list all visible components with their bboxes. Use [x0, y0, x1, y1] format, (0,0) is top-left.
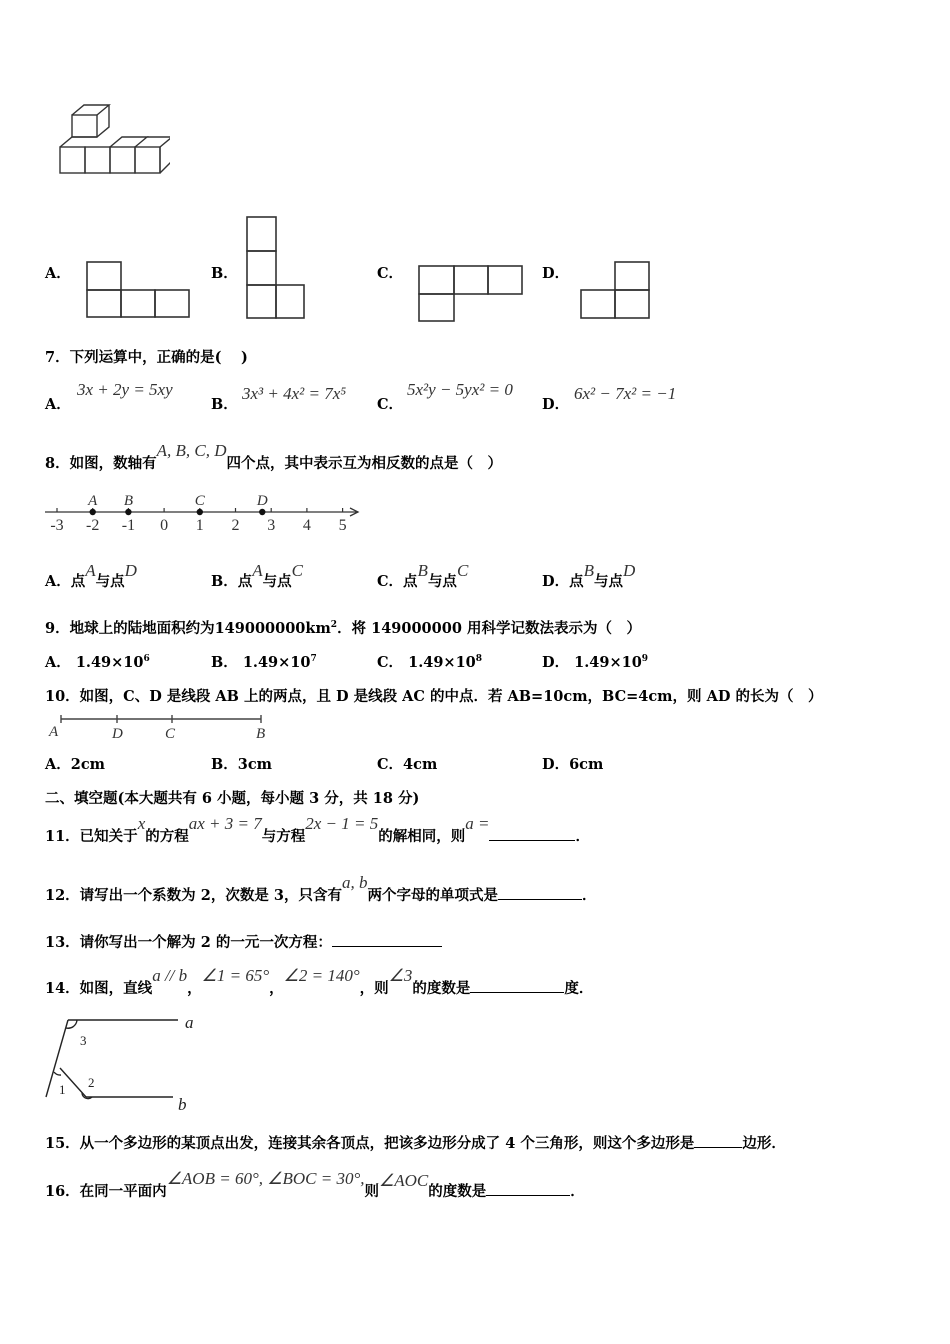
- q14-stem: [45, 966, 594, 998]
- q10-option-a: [45, 753, 105, 774]
- q6-option-d-letter[interactable]: D．: [542, 265, 570, 282]
- q7-option-c-expr: 5x²y − 5yx² = 0: [407, 380, 513, 399]
- q13-stem-text: 13．请你写出一个解为 2 的一元一次方程：: [45, 934, 332, 951]
- q12-stem: [45, 873, 597, 905]
- number-line-tick-label: 5: [338, 517, 347, 534]
- q12-end: ．: [581, 887, 597, 904]
- q10-label-b: B: [256, 726, 266, 742]
- q8-option-c-letter[interactable]: C．: [377, 573, 404, 590]
- q8-points: A, B, C, D: [156, 441, 227, 460]
- q9-option-c-exp: 8: [475, 654, 483, 665]
- q16-answer-blank[interactable]: [486, 1181, 570, 1196]
- q7-option-a-letter[interactable]: A．: [45, 396, 71, 413]
- q10-option-b-text: 3cm: [237, 756, 273, 773]
- number-line-point: [197, 509, 203, 515]
- q15-end: 边形．: [742, 1135, 786, 1152]
- q9-stem: [45, 617, 641, 638]
- q10-option-b: [211, 753, 272, 774]
- q9-option-a-base: 1.49×10: [75, 654, 144, 671]
- q8-option-d-mid: 与点: [593, 573, 623, 590]
- q8-option-a-p2: D: [124, 561, 137, 580]
- q15-stem-text: 15．从一个多边形的某顶点出发，连接其余各顶点，把该多边形分成了 4 个三角形，则这个多边形是: [45, 1135, 695, 1152]
- q9-option-a: [45, 651, 150, 672]
- q8-option-b-p1: A: [252, 561, 263, 580]
- q8-option-d-p1: B: [583, 561, 594, 580]
- q9-stem-b: ．将 149000000 用科学记数法表示为（ ）: [337, 620, 641, 637]
- q16-stem-c: 的度数是: [428, 1183, 487, 1200]
- view-figure-c: [417, 264, 525, 324]
- q8-option-d: [542, 561, 636, 591]
- q8-option-b-p2: C: [291, 561, 303, 580]
- number-line-point-label: C: [194, 493, 205, 509]
- number-line-tick-label: 3: [267, 517, 276, 534]
- q8-number-line: [40, 488, 370, 538]
- q14-sep1: ，: [187, 980, 202, 997]
- q7-option-b-expr: 3x³ + 4x² = 7x⁵: [242, 384, 347, 403]
- q9-area-sup: 2: [330, 620, 338, 631]
- q14-parallel-lines-figure: [40, 1010, 210, 1118]
- q11-eq2: 2x − 1 = 5: [305, 814, 379, 833]
- q9-option-a-letter[interactable]: A．: [45, 654, 71, 671]
- q13-stem: [45, 931, 442, 952]
- q10-option-b-letter[interactable]: B．: [211, 756, 238, 773]
- number-line-tick-label: 1: [195, 517, 204, 534]
- q7-stem: 7．下列运算中，正确的是( ): [45, 349, 248, 366]
- number-line-point: [90, 509, 96, 515]
- q9-option-b-base: 1.49×10: [242, 654, 311, 671]
- q14-label-3: 3: [80, 1033, 87, 1048]
- number-line-point-label: B: [123, 493, 133, 509]
- number-line-tick-label: 2: [231, 517, 240, 534]
- q15-stem: [45, 1132, 786, 1153]
- q7-option-a-expr: 3x + 2y = 5xy: [77, 380, 173, 399]
- q10-option-d-letter[interactable]: D．: [542, 756, 570, 773]
- number-line-point: [259, 509, 265, 515]
- number-line-tick-label: -1: [121, 517, 136, 534]
- q11-answer-blank[interactable]: [489, 826, 575, 841]
- q8-option-d-pre: 点: [569, 573, 584, 590]
- q10-option-c-letter[interactable]: C．: [377, 756, 404, 773]
- q14-sep2: ，: [269, 980, 284, 997]
- q14-label-1: 1: [59, 1082, 66, 1097]
- section2-title: 二、填空题(本大题共有 6 小题，每小题 3 分，共 18 分): [45, 790, 420, 807]
- q16-end: ．: [570, 1183, 585, 1200]
- q10-label-c: C: [165, 726, 176, 742]
- q8-option-c-pre: 点: [403, 573, 418, 590]
- q9-option-c-letter[interactable]: C．: [377, 654, 404, 671]
- q8-stem: [45, 441, 502, 473]
- q10-option-d: [542, 753, 603, 774]
- q14-angle1: ∠1 = 65°: [201, 966, 270, 985]
- q10-option-d-text: 6cm: [569, 756, 604, 773]
- q8-option-b-mid: 与点: [262, 573, 292, 590]
- q12-stem-b: 两个字母的单项式是: [367, 887, 498, 904]
- q10-stem: 10．如图，C、D 是线段 AB 上的两点，且 D 是线段 AC 的中点．若 AB=10cm，BC=4cm，则 AD 的长为（ ）: [45, 688, 823, 705]
- q8-option-c-p2: C: [456, 561, 469, 580]
- number-line-tick-label: -3: [50, 517, 64, 534]
- view-figure-a: [85, 260, 193, 320]
- q16-stem-b: 则: [364, 1183, 380, 1200]
- q8-option-d-letter[interactable]: D．: [542, 573, 570, 590]
- q11-var: x: [137, 814, 146, 833]
- q10-option-a-text: 2cm: [70, 756, 106, 773]
- view-figure-b: [245, 215, 307, 321]
- q14-stem-a: 14．如图，直线: [45, 980, 153, 997]
- q12-answer-blank[interactable]: [498, 885, 582, 900]
- q8-option-b: [211, 561, 303, 591]
- q16-ask: ∠AOC: [379, 1171, 429, 1190]
- q11-eq1: ax + 3 = 7: [188, 814, 262, 833]
- q16-stem-a: 16．在同一平面内: [45, 1183, 167, 1200]
- q10-option-c: [377, 753, 437, 774]
- q14-stem-b: ，则: [359, 980, 389, 997]
- q9-option-c-base: 1.49×10: [408, 654, 476, 671]
- q14-angle3: ∠3: [388, 966, 413, 985]
- q8-option-b-letter[interactable]: B．: [211, 573, 238, 590]
- q10-option-a-letter[interactable]: A．: [45, 756, 71, 773]
- q7-option-d-expr: 6x² − 7x² = −1: [574, 384, 677, 403]
- q8-option-a-pre: 点: [70, 573, 86, 590]
- q9-option-d: [542, 651, 648, 672]
- q14-angle2: ∠2 = 140°: [283, 966, 360, 985]
- q6-option-a-letter[interactable]: A．: [45, 265, 71, 282]
- q15-answer-blank[interactable]: [694, 1133, 742, 1148]
- q9-option-a-exp: 6: [143, 654, 150, 665]
- q14-answer-blank[interactable]: [470, 978, 564, 993]
- q10-option-c-text: 4cm: [403, 756, 438, 773]
- q11-stem-c: 与方程: [261, 828, 306, 845]
- q16-stem: [45, 1169, 585, 1201]
- q8-option-c-mid: 与点: [427, 573, 457, 590]
- q14-label-b: b: [178, 1095, 187, 1114]
- q12-vars: a, b: [341, 873, 368, 892]
- q10-label-d: D: [112, 726, 123, 742]
- q9-option-d-base: 1.49×10: [574, 654, 642, 671]
- q11-stem-a: 11．已知关于: [45, 828, 138, 845]
- q12-stem-a: 12．请写出一个系数为 2，次数是 3，只含有: [45, 887, 342, 904]
- q16-cond: ∠AOB = 60°, ∠BOC = 30°,: [166, 1169, 365, 1188]
- q14-stem-c: 的度数是: [412, 980, 471, 997]
- q9-stem-a: 9．地球上的陆地面积约为: [45, 620, 215, 637]
- number-line-point: [125, 509, 131, 515]
- q7-option-b-letter[interactable]: B．: [211, 396, 238, 413]
- q13-answer-blank[interactable]: [332, 932, 442, 947]
- q11-end: ．: [575, 828, 590, 845]
- q14-end: 度．: [564, 980, 594, 997]
- q8-stem-a: 8．如图，数轴有: [45, 455, 157, 472]
- number-line-tick-label: -2: [86, 517, 100, 534]
- q14-parallel: a // b: [152, 966, 188, 985]
- q9-option-c: [377, 651, 482, 672]
- q9-option-b-exp: 7: [310, 654, 317, 665]
- q14-label-a: a: [185, 1013, 194, 1032]
- q6-option-c-letter[interactable]: C．: [377, 265, 404, 282]
- q11-stem: [45, 814, 590, 846]
- number-line-point-label: A: [88, 493, 98, 509]
- q11-ask: a =: [465, 814, 490, 833]
- q14-label-2: 2: [88, 1075, 95, 1090]
- q9-option-d-letter[interactable]: D．: [542, 654, 570, 671]
- q8-option-d-p2: D: [622, 561, 636, 580]
- number-line-point-label: D: [256, 493, 268, 509]
- q6-option-b-letter[interactable]: B．: [211, 265, 238, 282]
- q8-option-b-pre: 点: [237, 573, 253, 590]
- q7-option-c-letter[interactable]: C．: [377, 396, 404, 413]
- q11-stem-d: 的解相同，则: [378, 828, 466, 845]
- q8-option-c: [377, 561, 469, 591]
- q9-option-b: [211, 651, 317, 672]
- q9-option-d-exp: 9: [641, 654, 649, 665]
- view-figure-d: [578, 260, 654, 322]
- q9-area: 149000000km: [214, 620, 331, 637]
- cube-solid-figure: [55, 100, 170, 180]
- q9-option-b-letter[interactable]: B．: [211, 654, 238, 671]
- number-line-tick-label: 4: [302, 517, 311, 534]
- q8-option-a-mid: 与点: [95, 573, 125, 590]
- q8-option-a: [45, 561, 137, 591]
- q10-segment-figure: [45, 710, 275, 742]
- q10-label-a: A: [49, 724, 59, 740]
- q8-stem-b: 四个点，其中表示互为相反数的点是（ ）: [226, 455, 502, 472]
- q7-option-d-letter[interactable]: D．: [542, 396, 570, 413]
- q8-option-c-p1: B: [417, 561, 428, 580]
- q11-stem-b: 的方程: [145, 828, 189, 845]
- number-line-tick-label: 0: [160, 517, 169, 534]
- q8-option-a-p1: A: [85, 561, 96, 580]
- q8-option-a-letter[interactable]: A．: [45, 573, 71, 590]
